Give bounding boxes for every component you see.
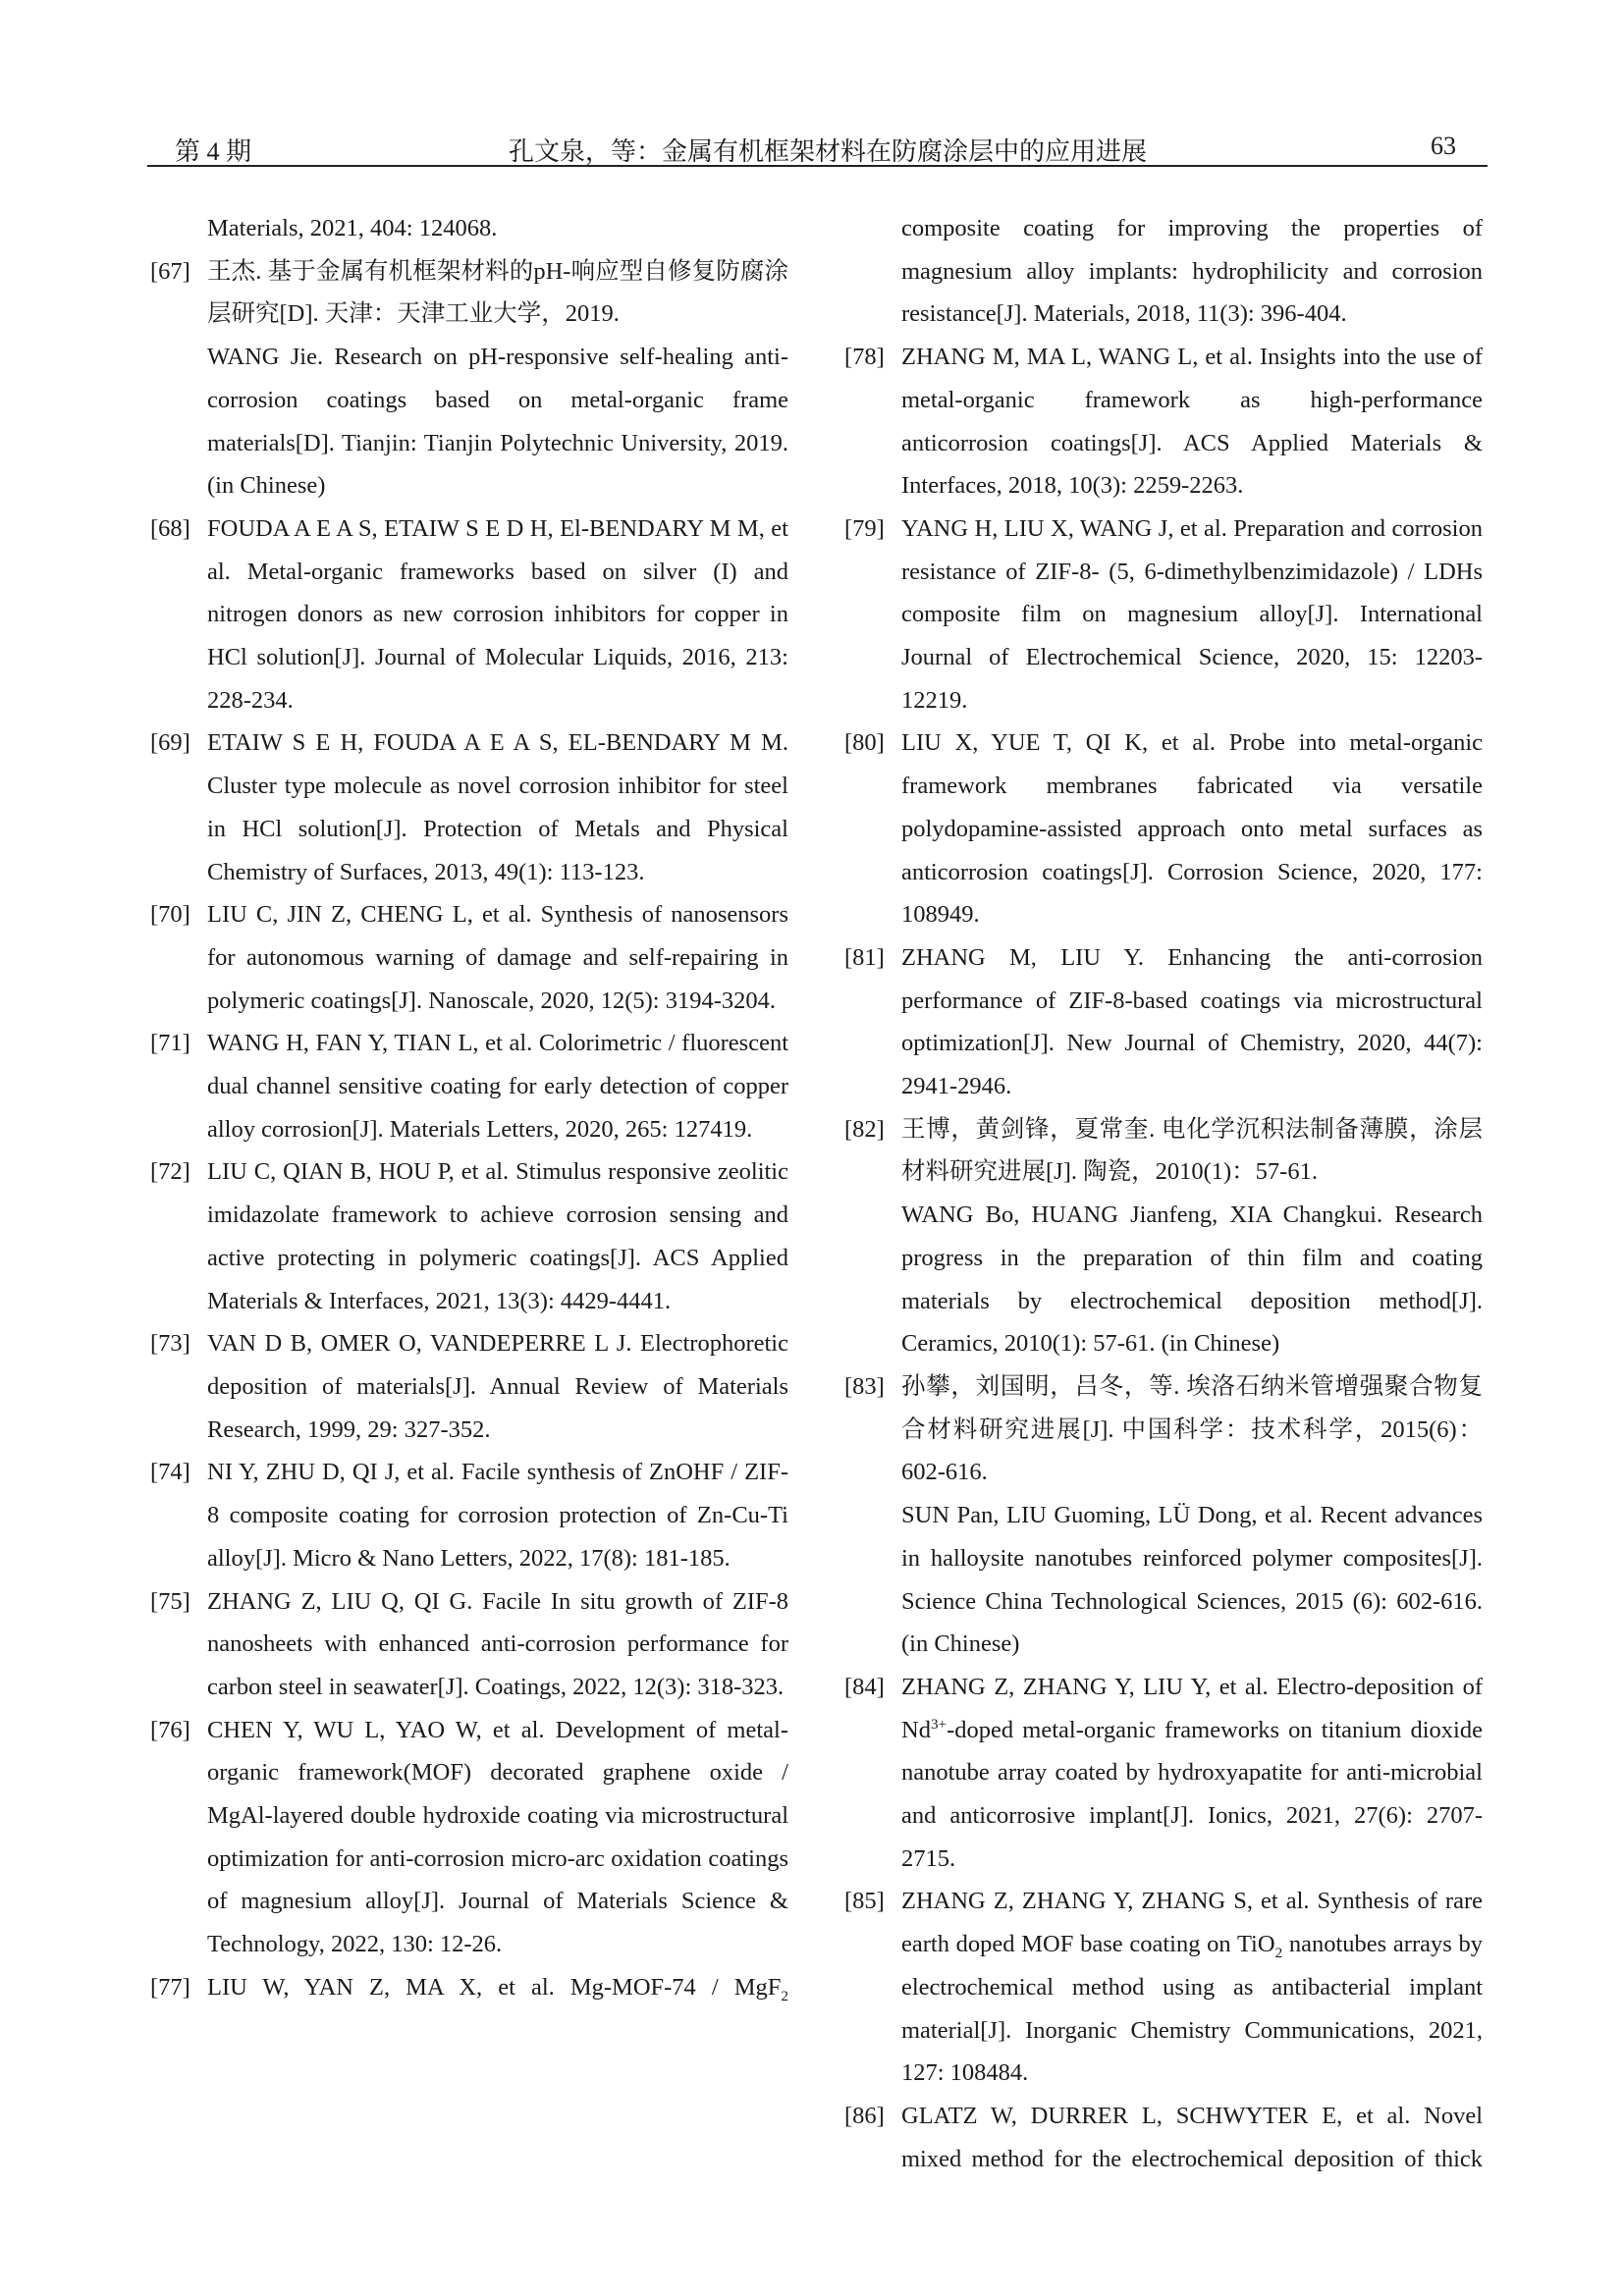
- reference-83: [844, 1365, 1483, 1666]
- reference-text-en: SUN Pan, LIU Guoming, LÜ Dong, et al. Recent advances in halloysite nanotubes reinforced polymer composites[J]. Science China Technological Sciences, 2015 (6): 602-616. (in Chinese): [901, 1502, 1483, 1658]
- reference-number: [73]: [150, 1330, 190, 1358]
- reference-text: ETAIW S E H, FOUDA A E A S, EL-BENDARY M M. Cluster type molecule as novel corrosion inhibitor for steel in HCl solution[J]. Protection of Metals and Physical Chemistry of Surfaces, 2013, 49(1): 113-123.: [207, 729, 788, 885]
- reference-number: [79]: [844, 514, 885, 542]
- reference-73: [150, 1322, 788, 1451]
- reference-72: [150, 1150, 788, 1322]
- reference-number: [80]: [844, 729, 885, 757]
- reference-79: [844, 507, 1483, 722]
- running-header: [147, 126, 1488, 167]
- reference-number: [67]: [150, 257, 190, 285]
- subscript: 2: [781, 1987, 788, 2004]
- reference-text: ZHANG Z, LIU Q, QI G. Facile In situ growth of ZIF-8 nanosheets with enhanced anti-corrosion performance for carbon steel in seawater[J]. Coatings, 2022, 12(3): 318-323.: [207, 1587, 788, 1700]
- reference-number: [71]: [150, 1030, 190, 1057]
- reference-77: [150, 1966, 788, 2009]
- reference-text-zh: 王杰. 基于金属有机框架材料的pH-响应型自修复防腐涂层研究[D]. 天津：天津工业大学，2019.: [207, 257, 788, 328]
- reference-text-zh: 王博，黄剑锋，夏常奎. 电化学沉积法制备薄膜，涂层材料研究进展[J]. 陶瓷，2010(1)：57-61.: [901, 1115, 1483, 1186]
- reference-text: WANG H, FAN Y, TIAN L, et al. Colorimetric / fluorescent dual channel sensitive coating for early detection of copper alloy corrosion[J]. Materials Letters, 2020, 265: 127419.: [207, 1030, 788, 1143]
- reference-text-main: ZHANG Z, ZHANG Y, ZHANG S, et al. Synthesis of rare earth doped MOF base coating on TiO: [901, 1888, 1483, 1958]
- left-column: [150, 207, 788, 2009]
- reference-text: GLATZ W, DURRER L, SCHWYTER E, et al. Novel mixed method for the electrochemical deposition of thick: [901, 2102, 1483, 2172]
- reference-number: [86]: [844, 2102, 885, 2129]
- reference-number: [74]: [150, 1459, 190, 1486]
- reference-number: [75]: [150, 1587, 190, 1615]
- reference-continuation: Materials, 2021, 404: 124068.: [207, 215, 498, 241]
- reference-text: LIU C, JIN Z, CHENG L, et al. Synthesis of nanosensors for autonomous warning of damage and self-repairing in polymeric coatings[J]. Nanoscale, 2020, 12(5): 3194-3204.: [207, 901, 788, 1014]
- reference-text: CHEN Y, WU L, YAO W, et al. Development of metal-organic framework(MOF) decorated graphene oxide / MgAl-layered double hydroxide coating via microstructural optimization for anti-corrosion micro-arc oxidation coatings of magnesium alloy[J]. Journal of Materials Science & Technology, 2022, 130: 12-26.: [207, 1716, 788, 1958]
- reference-text-en: WANG Jie. Research on pH-responsive self-healing anti-corrosion coatings based on metal-organic frame materials[D]. Tianjin: Tianjin Polytechnic University, 2019. (in Chinese): [207, 344, 788, 500]
- reference-74: [150, 1451, 788, 1579]
- header-divider: [147, 165, 1488, 167]
- reference-text: LIU C, QIAN B, HOU P, et al. Stimulus responsive zeolitic imidazolate framework to achieve corrosion sensing and active protecting in polymeric coatings[J]. ACS Applied Materials & Interfaces, 2021, 13(3): 4429-4441.: [207, 1158, 788, 1314]
- reference-text-zh: 孙攀，刘国明，吕冬，等. 埃洛石纳米管增强聚合物复合材料研究进展[J]. 中国科学：技术科学，2015(6)：602-616.: [901, 1372, 1483, 1486]
- reference-number: [81]: [844, 943, 885, 971]
- reference-text-rest: -doped metal-organic frameworks on titanium dioxide nanotube array coated by hydroxyapatite for anti-microbial and anticorrosive implant[J]. Ionics, 2021, 27(6): 2707-2715.: [901, 1716, 1483, 1872]
- reference-text: [207, 1966, 788, 2009]
- reference-78: [844, 336, 1483, 507]
- reference-text: LIU X, YUE T, QI K, et al. Probe into metal-organic framework membranes fabricated via versatile polydopamine-assisted approach onto metal surfaces as anticorrosion coatings[J]. Corrosion Science, 2020, 177: 108949.: [901, 729, 1483, 929]
- reference-text: NI Y, ZHU D, QI J, et al. Facile synthesis of ZnOHF / ZIF-8 composite coating for corrosion protection of Zn-Cu-Ti alloy[J]. Micro & Nano Letters, 2022, 17(8): 181-185.: [207, 1459, 788, 1572]
- reference-text: VAN D B, OMER O, VANDEPERRE L J. Electrophoretic deposition of materials[J]. Annual Review of Materials Research, 1999, 29: 327-352.: [207, 1330, 788, 1443]
- reference-number: [84]: [844, 1673, 885, 1700]
- reference-76: [150, 1709, 788, 1966]
- reference-84: [844, 1666, 1483, 1881]
- reference-85: [844, 1880, 1483, 2095]
- superscript: 3+: [930, 1715, 947, 1733]
- right-column: [844, 207, 1483, 2180]
- reference-71: [150, 1022, 788, 1150]
- reference-text-rest: nanotubes arrays by electrochemical method using as antibacterial implant material[J]. Inorganic Chemistry Communications, 2021, 127: 108484.: [901, 1931, 1483, 2087]
- reference-text: ZHANG M, MA L, WANG L, et al. Insights into the use of metal-organic framework as high-performance anticorrosion coatings[J]. ACS Applied Materials & Interfaces, 2018, 10(3): 2259-2263.: [901, 344, 1483, 500]
- running-title: 孔文泉，等：金属有机框架材料在防腐涂层中的应用进展: [509, 137, 1148, 166]
- subscript: 2: [1274, 1945, 1283, 1962]
- issue-label: 第 4 期: [175, 137, 252, 166]
- reference-text: FOUDA A E A S, ETAIW S E D H, El-BENDARY M M, et al. Metal-organic frameworks based on silver (I) and nitrogen donors as new corrosion inhibitors for copper in HCl solution[J]. Journal of Molecular Liquids, 2016, 213: 228-234.: [207, 514, 788, 714]
- reference-text: [901, 1880, 1483, 2095]
- page-number: 63: [1431, 132, 1456, 160]
- reference-number: [85]: [844, 1888, 885, 1915]
- reference-text: ZHANG M, LIU Y. Enhancing the anti-corrosion performance of ZIF-8-based coatings via microstructural optimization[J]. New Journal of Chemistry, 2020, 44(7): 2941-2946.: [901, 943, 1483, 1100]
- reference-number: [70]: [150, 901, 190, 929]
- reference-70: [150, 893, 788, 1022]
- reference-82: [844, 1108, 1483, 1365]
- reference-67: [150, 250, 788, 507]
- reference-number: [82]: [844, 1115, 885, 1143]
- reference-number: [72]: [150, 1158, 190, 1186]
- reference-86: [844, 2095, 1483, 2180]
- reference-text-en: WANG Bo, HUANG Jianfeng, XIA Changkui. Research progress in the preparation of thin film and coating materials by electrochemical deposition method[J]. Ceramics, 2010(1): 57-61. (in Chinese): [901, 1201, 1483, 1358]
- reference-number: [68]: [150, 514, 190, 542]
- reference-text-main: ZHANG Z, ZHANG Y, LIU Y, et al. Electro-deposition of Nd: [901, 1673, 1483, 1743]
- reference-number: [76]: [150, 1716, 190, 1743]
- reference-81: [844, 936, 1483, 1108]
- reference-68: [150, 507, 788, 722]
- reference-number: [77]: [150, 1973, 190, 2001]
- reference-number: [78]: [844, 344, 885, 371]
- reference-number: [83]: [844, 1372, 885, 1400]
- reference-text: [901, 1666, 1483, 1881]
- reference-number: [69]: [150, 729, 190, 757]
- reference-80: [844, 721, 1483, 936]
- reference-text: YANG H, LIU X, WANG J, et al. Preparation and corrosion resistance of ZIF-8- (5, 6-dimethylbenzimidazole) / LDHs composite film on magnesium alloy[J]. International Journal of Electrochemical Science, 2020, 15: 12203-12219.: [901, 514, 1483, 714]
- reference-continuation: composite coating for improving the properties of magnesium alloy implants: hydrophilicity and corrosion resistance[J]. Materials, 2018, 11(3): 396-404.: [901, 215, 1483, 328]
- reference-69: [150, 721, 788, 893]
- reference-75: [150, 1580, 788, 1709]
- reference-text-main: LIU W, YAN Z, MA X, et al. Mg-MOF-74 / MgF: [207, 1973, 782, 2001]
